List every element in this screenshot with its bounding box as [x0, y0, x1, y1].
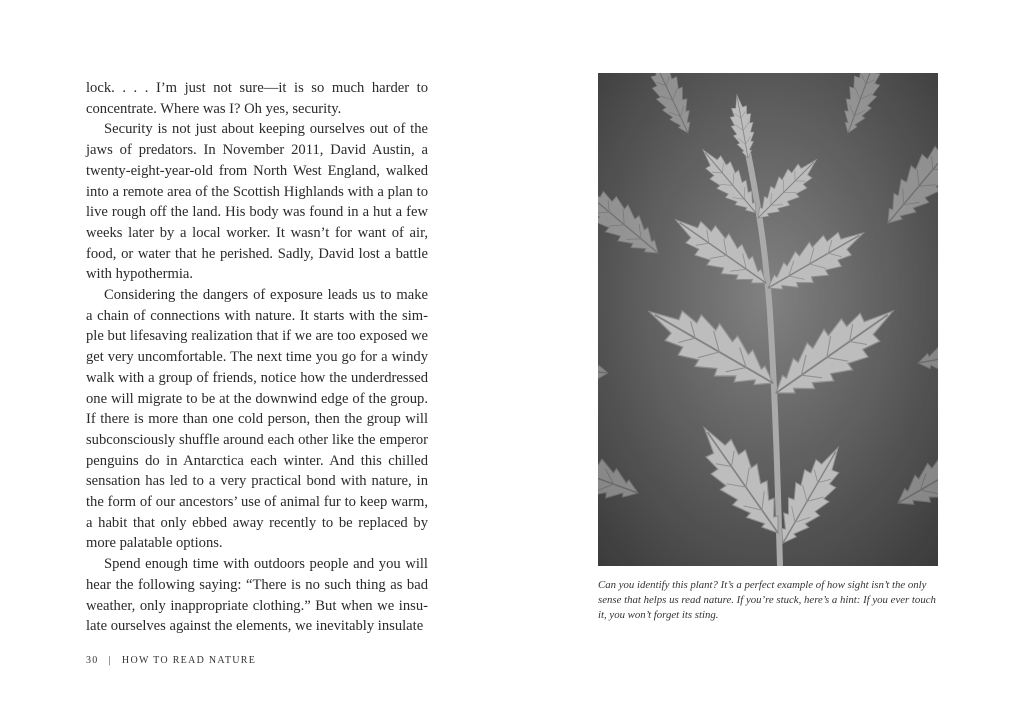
- footer-separator: |: [108, 655, 112, 666]
- paragraph-3: Considering the dangers of exposure leads us to make a chain of connections with nature. It starts with the simple but lifesaving realization that if we are too exposed we get very uncomfortable. The next time you go for a windy walk with a group of friends, notice how the underdressed one will migrate to be at the downwind edge of the group. If there is more than one cold person, then the group will subconsciously shuffle around each other like the emperor penguins do in Antarctica each winter. And this chilled sensation has led to a very practical bond with nature, in the form of our ancestors’ use of animal fur to keep warm, a habit that only ebbed away recently to be replaced by more palatable options.: [86, 287, 428, 552]
- page-number: 30: [86, 655, 99, 666]
- running-footer: [86, 655, 256, 666]
- paragraph-2: Security is not just about keeping ourselves out of the jaws of predators. In November 2011, David Austin, a twenty-eight-year-old from North West England, walked into a remote area of the Scottish Highlands with a plan to live rough off the land. His body was found in a hut a few weeks later by a local worker. It wasn’t for want of air, food, or water that he perished. Sadly, David lost a battle with hypothermia.: [86, 121, 428, 283]
- photo-caption: Can you identify this plant? It’s a perfect example of how sight isn’t the only sense that helps us read nature. If you’re stuck, here’s a hint: If you ever touch it, you won’t forget its sting.: [598, 579, 936, 621]
- paragraph-4: Spend enough time with outdoors people and you will hear the following saying: “There is no such thing as bad weather, only inappropriate clothing.” But when we insulate ourselves against the elements, we inevitably insulate: [86, 556, 428, 635]
- paragraph-1: lock. . . . I’m just not sure—it is so much harder to concentrate. Where was I? Oh yes, security.: [86, 80, 428, 117]
- nettle-photo: [598, 73, 938, 566]
- body-text: [86, 78, 428, 637]
- book-title: HOW TO READ NATURE: [121, 655, 257, 666]
- nettle-photo-illustration: [598, 73, 938, 566]
